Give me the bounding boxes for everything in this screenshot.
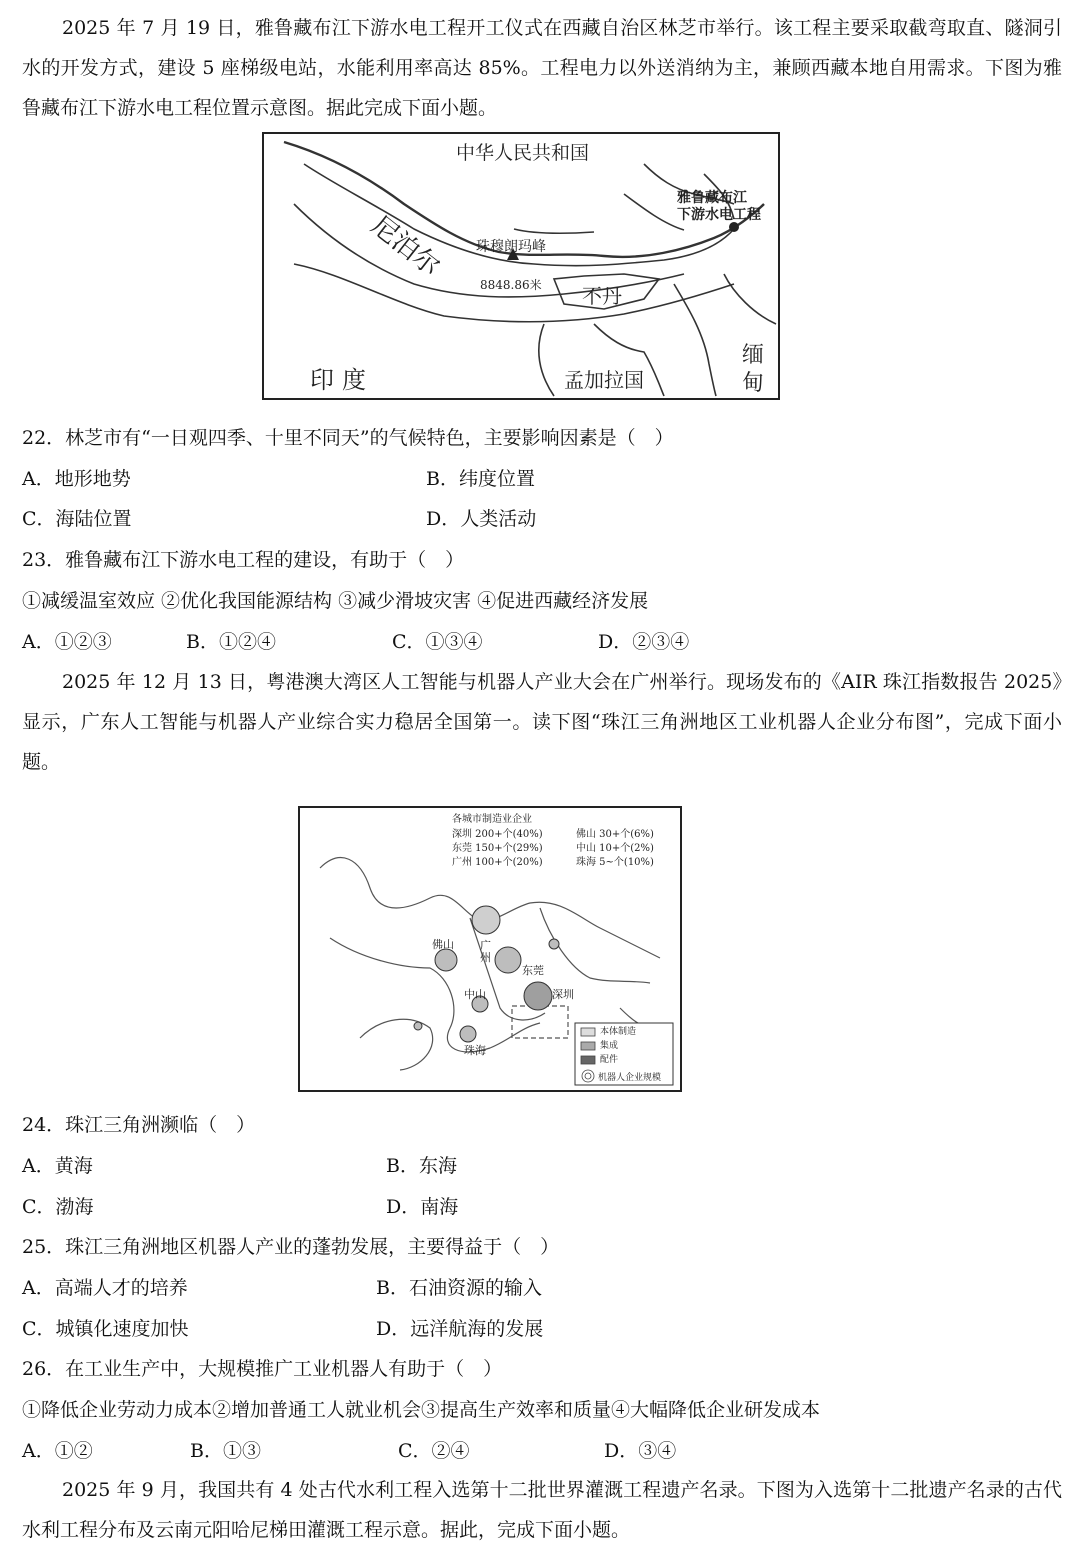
intro-paragraph-3: 2025 年 9 月，我国共有 4 处古代水利工程入选第十二批世界灌溉工程遗产名录。下图为入选第十二批遗产名录的古代水利工程分布及云南元阳哈尼梯田灌溉工程示意。据此，完成下面小题。 [22,1479,1062,1541]
stat-guangzhou: 广州 100+个(20%) [452,857,543,868]
q25-option-a[interactable]: A．高端人才的培养 [22,1277,188,1299]
city-zhuhai: 珠海 [464,1044,486,1057]
city-guangzhou: 广州 [480,939,491,964]
q23-option-d[interactable]: D．②③④ [598,631,690,653]
q26-stem: 26．在工业生产中，大规模推广工业机器人有助于（ ） [22,1358,503,1380]
stat-zhuhai: 珠海 5~个(10%) [576,857,654,868]
intro-paragraph-1: 2025 年 7 月 19 日，雅鲁藏布江下游水电工程开工仪式在西藏自治区林芝市举行。该工程主要采取截弯取直、隧洞引水的开发方式，建设 5 座梯级电站，水能利用率高达 85%。工程电力以外送消纳为主，兼顾西藏本地自用需求。下图为雅鲁藏布江下游水电工程位置示意图。据此完成下面小题。 [22,17,1062,119]
legend-parts: 配件 [600,1055,619,1065]
project-label-2: 下游水电工程 [677,207,761,223]
city-dongguan: 东莞 [522,964,544,977]
stat-foshan: 佛山 30+个(6%) [576,829,654,840]
city-zhongshan: 中山 [464,988,486,1001]
q23-items: ①减缓温室效应 ②优化我国能源结构 ③减少滑坡灾害 ④促进西藏经济发展 [22,590,649,612]
bangladesh-label: 孟加拉国 [564,368,644,392]
q23-option-a[interactable]: A．①②③ [22,631,112,653]
q23-option-b[interactable]: B．①②④ [186,631,276,653]
stat-zhongshan: 中山 10+个(2%) [576,843,654,854]
q24-stem: 24．珠江三角洲濒临（ ） [22,1114,256,1136]
q22-option-a[interactable]: A．地形地势 [22,468,131,490]
bhutan-label: 不丹 [582,284,622,308]
q24-option-d[interactable]: D．南海 [386,1196,459,1218]
q25-stem: 25．珠江三角洲地区机器人产业的蓬勃发展，主要得益于（ ） [22,1236,560,1258]
q26-option-a[interactable]: A．①② [22,1440,93,1462]
legend-integration: 集成 [600,1041,619,1051]
q22-option-b[interactable]: B．纬度位置 [426,468,535,490]
everest-label: 珠穆朗玛峰 [476,239,546,255]
q26-items: ①降低企业劳动力成本②增加普通工人就业机会③提高生产效率和质量④大幅降低企业研发成本 [22,1399,821,1421]
myanmar-label-2: 甸 [742,371,765,396]
stat-dongguan: 东莞 150+个(29%) [452,843,543,854]
myanmar-label-1: 缅 [742,343,765,368]
q23-stem: 23．雅鲁藏布江下游水电工程的建设，有助于（ ） [22,549,465,571]
q25-option-c[interactable]: C．城镇化速度加快 [22,1318,189,1340]
q26-option-b[interactable]: B．①③ [190,1440,261,1462]
nepal-label: 尼泊尔 [365,210,446,283]
q26-option-d[interactable]: D．③④ [604,1440,677,1462]
elevation-label: 8848.86米 [480,278,542,292]
india-label: 印度 [310,366,374,394]
q24-option-b[interactable]: B．东海 [386,1155,457,1177]
q22-stem: 22．林芝市有“一日观四季、十里不同天”的气候特色，主要影响因素是（ ） [22,427,674,449]
map-lines [264,134,778,398]
city-foshan: 佛山 [432,938,454,951]
legend-body-manufacturing: 本体制造 [600,1027,637,1037]
q23-option-c[interactable]: C．①③④ [392,631,483,653]
q24-option-a[interactable]: A．黄海 [22,1155,93,1177]
yarlung-project-map [262,132,780,400]
q25-option-d[interactable]: D．远洋航海的发展 [376,1318,544,1340]
q22-option-c[interactable]: C．海陆位置 [22,508,132,530]
q26-option-c[interactable]: C．②④ [398,1440,470,1462]
stat-shenzhen: 深圳 200+个(40%) [452,829,543,840]
city-shenzhen: 深圳 [552,988,574,1001]
intro-paragraph-2: 2025 年 12 月 13 日，粤港澳大湾区人工智能与机器人产业大会在广州举行。现场发布的《AIR 珠江指数报告 2025》显示，广东人工智能与机器人产业综合实力稳居全国第一。读下图“珠江三角洲地区工业机器人企业分布图”，完成下面小题。 [22,671,1062,773]
q25-option-b[interactable]: B．石油资源的输入 [376,1277,542,1299]
pearl-river-delta-map [298,806,682,1092]
project-label-1: 雅鲁藏布江 [677,190,747,206]
q24-option-c[interactable]: C．渤海 [22,1196,94,1218]
legend-title: 各城市制造业企业 [452,814,532,825]
legend-scale: 机器人企业规模 [598,1073,662,1083]
q22-option-d[interactable]: D．人类活动 [426,508,537,530]
china-label: 中华人民共和国 [456,142,590,164]
